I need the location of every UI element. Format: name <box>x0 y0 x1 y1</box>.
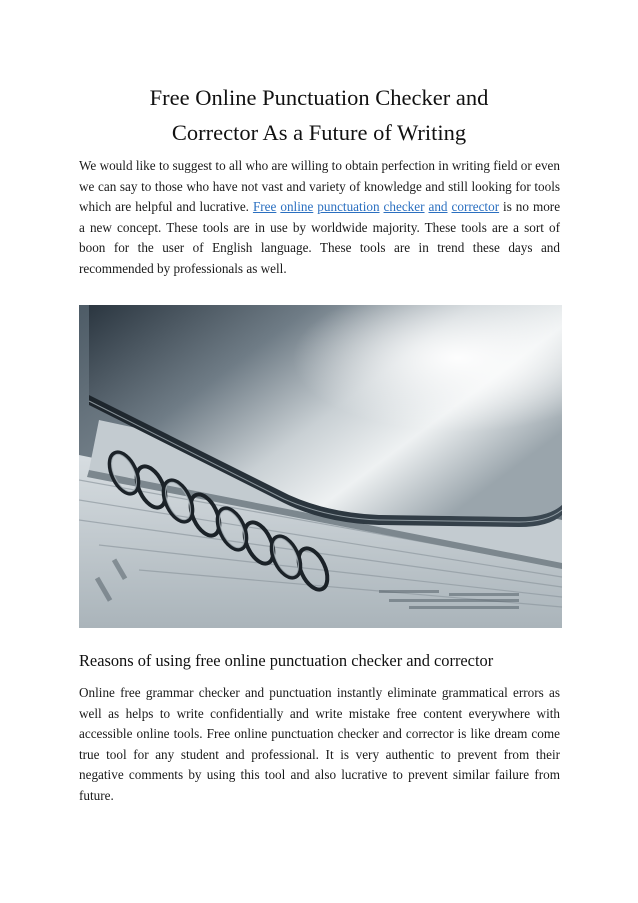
link-free[interactable]: Free <box>252 199 277 215</box>
title-line-1: Free Online Punctuation Checker and <box>149 85 489 110</box>
section-paragraph: Online free grammar checker and punctuation instantly eliminate grammatical errors as well as helps to write confidentially and write mistake free content everywhere with accessible online tools. Free online punctuation checker and corrector is like dream come true tool for any student and professional. It is very authentic to prevent from their negative comments by using this tool and also lucrative to prevent similar failure from future. <box>79 685 560 803</box>
title-line-2: Corrector As a Future of Writing <box>171 120 467 145</box>
tablet-notebook-photo <box>79 305 562 628</box>
intro-text: We would like to suggest to all who are willing to obtain perfection in writing field or even we can say to those who have not vast and variety of knowledge and still looking for tools which are helpful and lucrative. <box>79 158 560 215</box>
link-checker[interactable]: checker <box>383 199 425 215</box>
link-online[interactable]: online <box>280 199 314 215</box>
link-and[interactable]: and <box>428 199 448 215</box>
section-heading: Reasons of using free online punctuation checker and corrector <box>79 651 494 670</box>
link-corrector[interactable]: corrector <box>451 199 500 215</box>
page-title <box>70 80 568 150</box>
link-punctuation[interactable]: punctuation <box>317 199 380 215</box>
intro-text-continued: is no more a new concept. These tools are in use by worldwide majority. These tools are a sort of boon for the user of English language. These tools are in trend these days and recommended by professionals as well. <box>79 199 561 276</box>
intro-paragraph <box>79 156 560 280</box>
